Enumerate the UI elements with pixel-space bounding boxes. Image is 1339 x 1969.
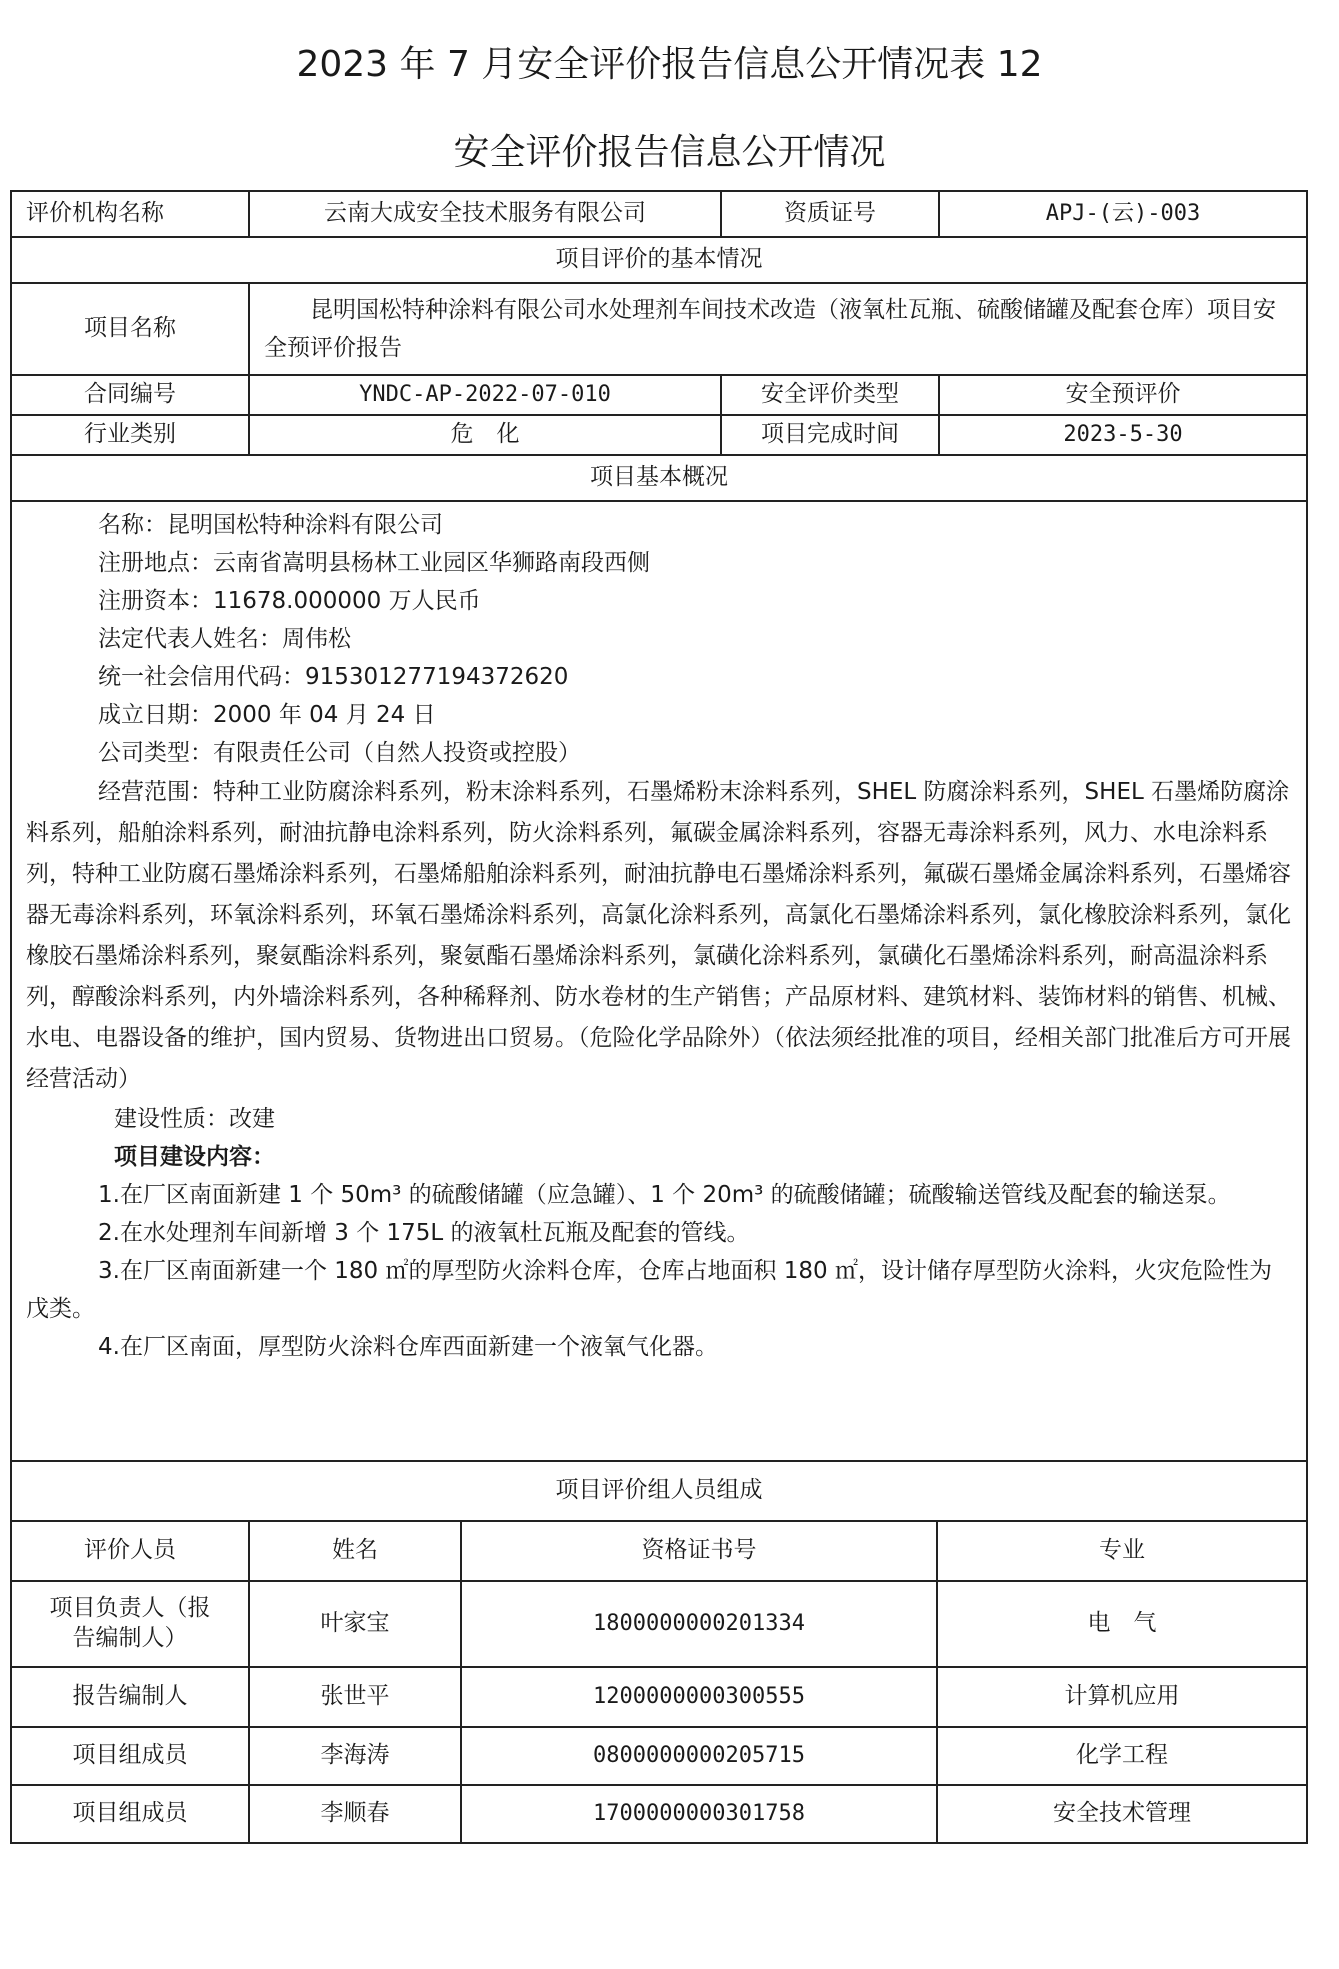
eval-type-value: 安全预评价 [939,375,1307,415]
member-major: 安全技术管理 [937,1785,1307,1843]
table-row [11,1667,1307,1727]
construction-item-4: 4.在厂区南面，厚型防火涂料仓库西面新建一个液氧气化器。 [98,1334,718,1360]
company-credit-code: 统一社会信用代码：915301277194372620 [98,664,569,690]
table-row [11,1785,1307,1843]
member-major: 计算机应用 [937,1667,1307,1727]
industry-label: 行业类别 [11,415,249,455]
cert-label: 资质证号 [721,191,939,237]
org-value: 云南大成安全技术服务有限公司 [249,191,721,237]
team-col-name: 姓名 [249,1521,461,1581]
finish-value: 2023-5-30 [939,415,1307,455]
business-scope: 经营范围：特种工业防腐涂料系列，粉末涂料系列，石墨烯粉末涂料系列，SHEL 防腐涂料系列，SHEL 石墨烯防腐涂料系列，船舶涂料系列，耐油抗静电涂料系列，防火涂料系列，氟碳金属涂料系列，容器无毒涂料系列，风力、水电涂料系列，特种工业防腐石墨烯涂料系列，石墨烯船舶涂料系列，耐油抗静电石墨烯涂料系列，氟碳石墨烯金属涂料系列，石墨烯容器无毒涂料系列，环氧涂料系列，环氧石墨烯涂料系列，高氯化涂料系列，高氯化石墨烯涂料系列，氯化橡胶涂料系列，氯化橡胶石墨烯涂料系列，聚氨酯涂料系列，聚氨酯石墨烯涂料系列，氯磺化涂料系列，氯磺化石墨烯涂料系列，耐高温涂料系列，醇酸涂料系列，内外墙涂料系列，各种稀释剂、防水卷材的生产销售；产品原材料、建筑材料、装饰材料的销售、机械、水电、电器设备的维护，国内贸易、货物进出口贸易。（危险化学品除外）（依法须经批准的项目，经相关部门批准后方可开展经营活动） [26,779,1291,1092]
company-founded: 成立日期：2000 年 04 月 24 日 [98,702,436,728]
member-cert: 0800000000205715 [461,1727,937,1785]
construction-item-1: 1.在厂区南面新建 1 个 50m³ 的硫酸储罐（应急罐）、1 个 20m³ 的硫酸储罐；硫酸输送管线及配套的输送泵。 [98,1182,1231,1208]
member-major: 化学工程 [937,1727,1307,1785]
construction-content-title: 项目建设内容： [114,1144,275,1170]
member-role: 项目组成员 [11,1727,249,1785]
team-col-major: 专业 [937,1521,1307,1581]
team-header-row [11,1521,1307,1581]
member-cert: 1700000000301758 [461,1785,937,1843]
finish-label: 项目完成时间 [721,415,939,455]
project-name-value: 昆明国松特种涂料有限公司水处理剂车间技术改造（液氧杜瓦瓶、硫酸储罐及配套仓库）项目安全预评价报告 [249,283,1307,375]
table-row [11,1581,1307,1667]
construction-item-3: 3.在厂区南面新建一个 180 ㎡的厚型防火涂料仓库，仓库占地面积 180 ㎡，设计储存厚型防火涂料，火灾危险性为戊类。 [26,1258,1272,1322]
member-role: 报告编制人 [11,1667,249,1727]
contract-value: YNDC-AP-2022-07-010 [249,375,721,415]
page-title: 2023 年 7 月安全评价报告信息公开情况表 12 [296,44,1043,85]
org-label: 评价机构名称 [11,191,249,237]
member-cert: 1800000000201334 [461,1581,937,1667]
construction-nature: 建设性质：改建 [114,1106,275,1132]
member-name: 李海涛 [249,1727,461,1785]
disclosure-table [10,190,1306,1844]
construction-item-2: 2.在水处理剂车间新增 3 个 175L 的液氧杜瓦瓶及配套的管线。 [98,1220,750,1246]
company-name: 名称：昆明国松特种涂料有限公司 [98,512,443,538]
eval-type-label: 安全评价类型 [721,375,939,415]
industry-value: 危 化 [249,415,721,455]
member-role: 项目组成员 [11,1785,249,1843]
member-role: 项目负责人（报告编制人） [11,1581,249,1667]
member-name: 叶家宝 [249,1581,461,1667]
contract-label: 合同编号 [11,375,249,415]
team-col-role: 评价人员 [11,1521,249,1581]
member-major: 电 气 [937,1581,1307,1667]
team-col-cert: 资格证书号 [461,1521,937,1581]
overview-section-header: 项目基本概况 [11,455,1307,501]
company-legal-rep: 法定代表人姓名：周伟松 [98,626,351,652]
team-section-header: 项目评价组人员组成 [11,1461,1307,1521]
company-address: 注册地点：云南省嵩明县杨林工业园区华狮路南段西侧 [98,550,650,576]
table-row [11,1727,1307,1785]
cert-value: APJ-(云)-003 [939,191,1307,237]
page-subtitle: 安全评价报告信息公开情况 [453,132,886,173]
company-capital: 注册资本：11678.000000 万人民币 [98,588,481,614]
company-type: 公司类型：有限责任公司（自然人投资或控股） [98,740,581,766]
member-name: 李顺春 [249,1785,461,1843]
project-name-label: 项目名称 [11,283,249,375]
overview-content [11,501,1307,1461]
member-cert: 1200000000300555 [461,1667,937,1727]
member-name: 张世平 [249,1667,461,1727]
basic-section-header: 项目评价的基本情况 [11,237,1307,283]
